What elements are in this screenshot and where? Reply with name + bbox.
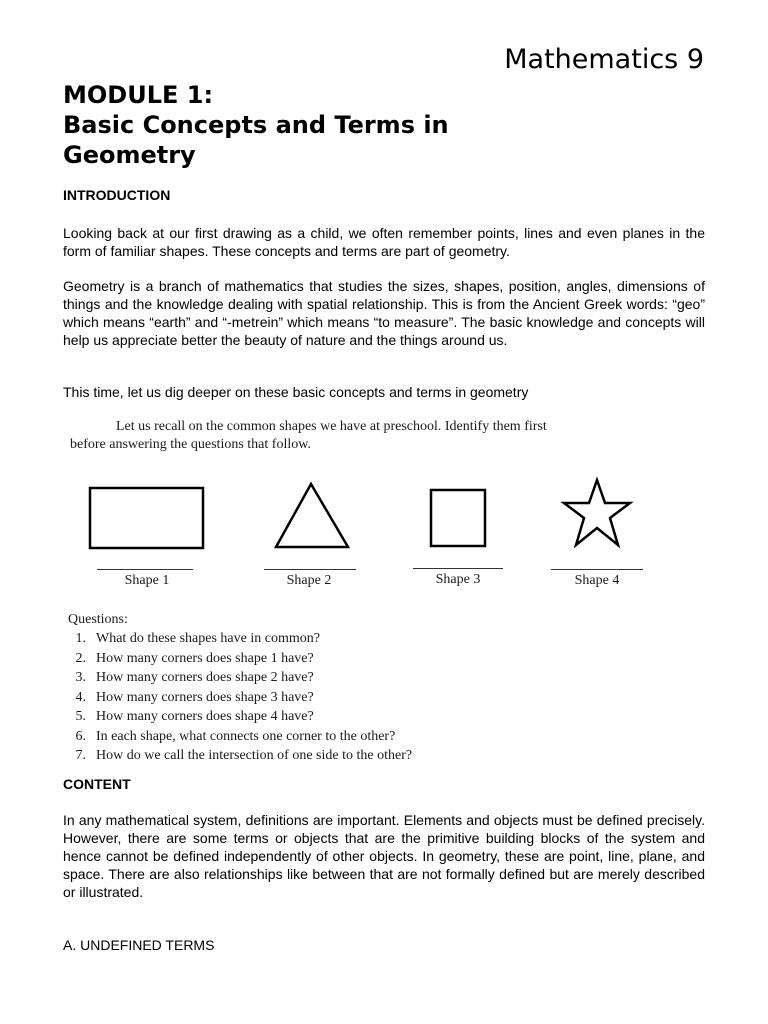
shape-2-answer-line [264, 569, 356, 570]
question-text: What do these shapes have in common? [96, 631, 320, 646]
module-number: MODULE 1: [63, 81, 214, 109]
shape-4-answer-line [551, 569, 643, 570]
question-number: 5. [75, 709, 86, 724]
question-item [68, 668, 412, 688]
shape-1-label: Shape 1 [124, 573, 170, 588]
question-text: How many corners does shape 1 have? [96, 650, 314, 666]
question-text: How many corners does shape 4 have? [96, 709, 314, 724]
question-number: 4. [75, 689, 86, 705]
question-item [68, 707, 412, 727]
question-item [68, 688, 412, 708]
shape-2-label: Shape 2 [286, 573, 332, 588]
content-paragraph: In any mathematical system, definitions are important. Elements and objects must be defined precisely. However, there are some terms or objects that are the primitive building blocks of the system and hence cannot be defined independently of other objects. In geometry, these are point, line, plane, and space. There are also relationships like between that are not formally defined but are merely described or illustrated. [63, 812, 705, 900]
question-item [68, 746, 412, 766]
shapes-illustration [0, 470, 768, 560]
star-shape [564, 480, 630, 545]
shape-4-label: Shape 4 [574, 573, 620, 588]
square-shape [431, 490, 485, 546]
rectangle-shape [90, 488, 203, 548]
question-text: How many corners does shape 2 have? [96, 670, 314, 685]
triangle-shape [276, 484, 348, 547]
question-number: 1. [75, 631, 86, 646]
questions-list [68, 629, 412, 766]
intro-paragraph-3: This time, let us dig deeper on these basic concepts and terms in geometry [63, 384, 529, 400]
intro-paragraph-1: Looking back at our first drawing as a child, we often remember points, lines and even planes in the form of familiar shapes. These concepts and terms are part of geometry. [63, 225, 705, 259]
question-item [68, 649, 412, 669]
question-item [68, 629, 412, 649]
module-title-line-2: Geometry [63, 141, 196, 169]
activity-instruction [70, 418, 547, 454]
question-text: How do we call the intersection of one side to the other? [96, 748, 413, 763]
introduction-heading: INTRODUCTION [63, 187, 171, 203]
subject-title: Mathematics 9 [504, 44, 704, 75]
question-text: How many corners does shape 3 have? [96, 689, 314, 705]
shape-1-answer-line [97, 569, 193, 570]
question-number: 2. [75, 650, 86, 666]
questions-block [68, 611, 412, 766]
instruction-line-1: Let us recall on the common shapes we have at preschool. Identify them first [116, 419, 547, 434]
question-text: In each shape, what connects one corner to the other? [96, 728, 396, 744]
shape-3-answer-line [413, 568, 503, 569]
content-heading: CONTENT [63, 776, 131, 792]
question-item [68, 727, 412, 747]
intro-paragraph-2: Geometry is a branch of mathematics that studies the sizes, shapes, position, angles, dimensions of things and the knowledge dealing with spatial relationship. This is from the Ancient Greek words: “geo” which means “earth” and “-metrein” which means “to measure”. The basic knowledge and concepts will help us appreciate better the beauty of nature and the things around us. [63, 278, 705, 348]
question-number: 3. [75, 670, 86, 685]
question-number: 7. [75, 748, 86, 763]
instruction-line-2: before answering the questions that follow. [70, 437, 311, 452]
module-title-line-1: Basic Concepts and Terms in [63, 111, 449, 139]
undefined-terms-heading: A. UNDEFINED TERMS [63, 937, 215, 953]
module-title [63, 80, 449, 170]
question-number: 6. [75, 728, 86, 744]
shape-3-label: Shape 3 [435, 572, 481, 587]
questions-title: Questions: [68, 612, 128, 627]
